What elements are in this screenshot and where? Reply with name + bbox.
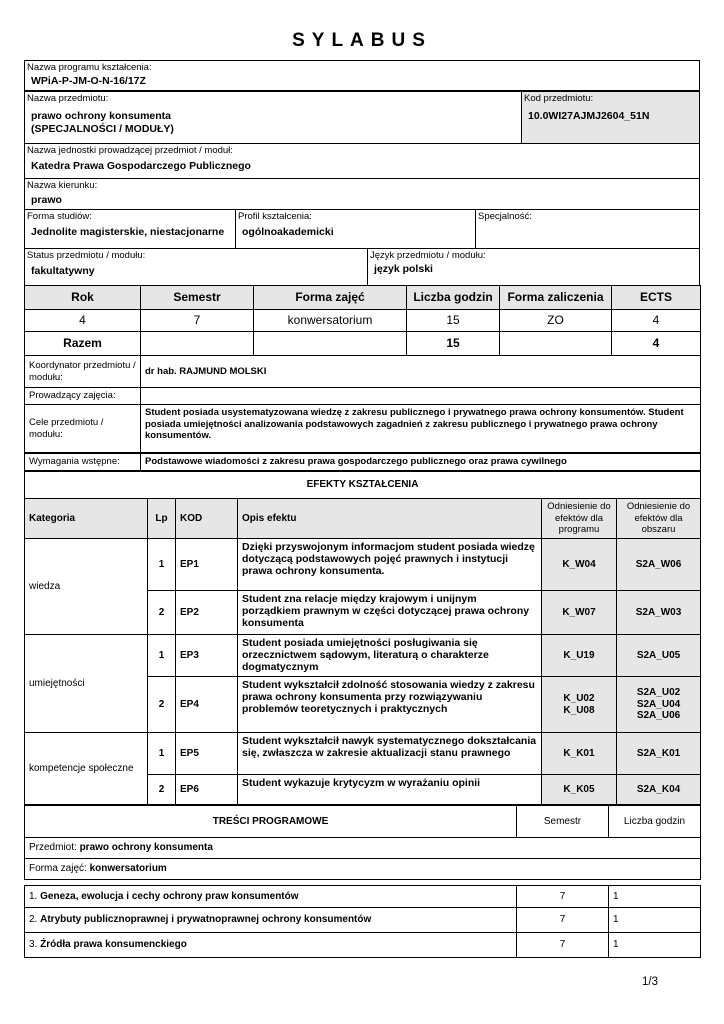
status-label: Status przedmiotu / modułu: xyxy=(27,250,146,261)
area-ref-1: S2A_U02 xyxy=(636,687,681,699)
outcomes-title: EFEKTY KSZTAŁCENIA xyxy=(25,472,701,499)
outcome-area-ref: S2A_K01 xyxy=(617,733,701,775)
header-assessment: Forma zaliczenia xyxy=(500,286,612,310)
program-ref-2: K_U08 xyxy=(563,704,595,716)
cell-form: konwersatorium xyxy=(254,310,407,332)
category-skills: umiejętności xyxy=(25,635,148,733)
outcome-lp: 2 xyxy=(148,775,176,805)
header-semester: Semestr xyxy=(141,286,254,310)
profile-label: Profil kształcenia: xyxy=(238,211,312,222)
content-hours-header: Liczba godzin xyxy=(609,806,701,838)
outcome-kod: EP3 xyxy=(176,635,238,677)
outcome-lp: 1 xyxy=(148,539,176,591)
outcome-program-ref: K_W07 xyxy=(542,591,617,635)
outcomes-title-row xyxy=(25,472,701,499)
outcome-desc: Student posiada umiejętności posługiwania się orzecznictwem sądowym, literaturą o charakterze dogmatycznym xyxy=(238,635,542,677)
content-item-hours: 1 xyxy=(609,933,701,958)
outcome-program-ref xyxy=(542,677,617,733)
content-item-text: Atrybuty publicznoprawnej i prywatnoprawnej ochrony konsumentów xyxy=(40,914,372,926)
code-label: Kod przedmiotu: xyxy=(524,93,594,104)
content-table xyxy=(24,805,701,958)
outcome-desc: Student zna relacje między krajowym i unijnym porządkiem prawnym w części dotyczącej prawa ochrony konsumenta xyxy=(238,591,542,635)
requirements-table xyxy=(24,453,701,471)
outcome-row xyxy=(25,635,701,677)
outcome-program-ref: K_U19 xyxy=(542,635,617,677)
language-field xyxy=(367,248,700,286)
page-number: 1/3 xyxy=(642,976,658,988)
cell-assessment: ZO xyxy=(500,310,612,332)
subject-label: Nazwa przedmiotu: xyxy=(27,93,109,104)
goals-value: Student posiada usystematyzowana wiedzę z zakresu publicznego i prywatnego prawa ochrony konsumentów. Student posiada umiejętności analizowania podstawowych zagadnień z zakresu publicznego i prywatnego prawa ochrony konsumentów. xyxy=(141,405,701,453)
subject-value-line1: prawo ochrony konsumenta xyxy=(31,110,172,122)
profile-value: ogólnoakademicki xyxy=(242,226,334,238)
content-item-semester: 7 xyxy=(517,886,609,908)
outcome-desc: Dzięki przyswojonym informacjom student posiada wiedzę dotyczącą podstawowych pojęć prawnych i instytucji prawa ochrony konsumenta. xyxy=(238,539,542,591)
outcome-lp: 1 xyxy=(148,635,176,677)
content-form-value: konwersatorium xyxy=(89,863,167,875)
header-kod: KOD xyxy=(176,499,238,539)
direction-value: prawo xyxy=(31,194,62,206)
outcome-program-ref: K_W04 xyxy=(542,539,617,591)
coordinator-label: Koordynator przedmiotu / modułu: xyxy=(25,356,141,388)
profile-field xyxy=(235,209,476,249)
outcomes-table xyxy=(24,471,701,805)
content-item xyxy=(25,886,517,908)
outcome-kod: EP5 xyxy=(176,733,238,775)
cell-semester: 7 xyxy=(141,310,254,332)
status-field xyxy=(24,248,368,286)
total-hours: 15 xyxy=(407,332,500,356)
goals-row xyxy=(25,405,701,453)
coordinator-row xyxy=(25,356,701,388)
outcome-area-ref: S2A_U05 xyxy=(617,635,701,677)
content-item-semester: 7 xyxy=(517,908,609,933)
content-subject-row xyxy=(25,838,701,859)
direction-label: Nazwa kierunku: xyxy=(27,180,98,191)
study-form-field xyxy=(24,209,236,249)
specialty-field xyxy=(475,209,700,249)
content-subject xyxy=(25,838,701,859)
teachers-label: Prowadzący zajęcia: xyxy=(25,388,141,405)
content-subject-label: Przedmiot: xyxy=(29,842,77,854)
content-item xyxy=(25,908,517,933)
coordinator-value: dr hab. RAJMUND MOLSKI xyxy=(141,356,701,388)
outcome-row xyxy=(25,733,701,775)
requirements-label: Wymagania wstępne: xyxy=(25,454,141,471)
header-ects: ECTS xyxy=(612,286,701,310)
header-form: Forma zajęć xyxy=(254,286,407,310)
content-item-hours: 1 xyxy=(609,908,701,933)
course-grid-row xyxy=(25,310,701,332)
course-grid xyxy=(24,285,701,356)
cell-ects: 4 xyxy=(612,310,701,332)
header-hours: Liczba godzin xyxy=(407,286,500,310)
outcome-row xyxy=(25,539,701,591)
content-subject-value: prawo ochrony konsumenta xyxy=(79,842,213,854)
area-ref-2: S2A_U04 xyxy=(636,698,681,710)
cell-year: 4 xyxy=(25,310,141,332)
content-item-num: 1. xyxy=(29,890,38,902)
cell-hours: 15 xyxy=(407,310,500,332)
content-title: TREŚCI PROGRAMOWE xyxy=(25,806,517,838)
content-header-row xyxy=(25,806,701,838)
outcome-kod: EP2 xyxy=(176,591,238,635)
goals-label: Cele przedmiotu / modułu: xyxy=(25,405,141,453)
content-form xyxy=(25,859,701,880)
total-empty-3 xyxy=(500,332,612,356)
document-title: SYLABUS xyxy=(292,30,432,51)
code-value: 10.0WI27AJMJ2604_51N xyxy=(528,110,650,122)
header-ref-program: Odniesienie do efektów dla programu xyxy=(542,499,617,539)
outcome-lp: 1 xyxy=(148,733,176,775)
program-label: Nazwa programu kształcenia: xyxy=(27,62,152,73)
study-form-value: Jednolite magisterskie, niestacjonarne xyxy=(31,226,225,238)
outcome-desc: Student wykształcił nawyk systematycznego dokształcania się, zwłaszcza w zakresie aktualizacji stanu prawnego xyxy=(238,733,542,775)
outcome-area-ref: S2A_W03 xyxy=(617,591,701,635)
subject-value-line2: (SPECJALNOŚCI / MODUŁY) xyxy=(31,123,174,135)
outcomes-header-row xyxy=(25,499,701,539)
direction-field xyxy=(24,178,700,210)
language-label: Język przedmiotu / modułu: xyxy=(370,250,486,261)
status-value: fakultatywny xyxy=(31,265,95,277)
course-grid-header xyxy=(25,286,701,310)
total-label: Razem xyxy=(25,332,141,356)
requirements-value: Podstawowe wiadomości z zakresu prawa gospodarczego publicznego oraz prawa cywilnego xyxy=(141,454,701,471)
outcome-desc: Student wykształcił zdolność stosowania wiedzy z zakresu prawa ochrony konsumenta przy rozwiązywaniu problemów teoretycznych i praktycznych xyxy=(238,677,542,733)
outcome-area-ref: S2A_W06 xyxy=(617,539,701,591)
requirements-row xyxy=(25,454,701,471)
outcome-kod: EP6 xyxy=(176,775,238,805)
outcome-area-ref xyxy=(617,677,701,733)
content-item-row xyxy=(25,886,701,908)
content-item-num: 3. xyxy=(29,939,38,951)
unit-label: Nazwa jednostki prowadzącej przedmiot / moduł: xyxy=(27,145,233,156)
code-field xyxy=(521,91,700,144)
course-grid-total xyxy=(25,332,701,356)
content-item-hours: 1 xyxy=(609,886,701,908)
unit-value: Katedra Prawa Gospodarczego Publicznego xyxy=(31,160,251,172)
outcome-lp: 2 xyxy=(148,677,176,733)
content-semester-header: Semestr xyxy=(517,806,609,838)
program-field xyxy=(24,60,700,91)
category-knowledge: wiedza xyxy=(25,539,148,635)
teachers-row xyxy=(25,388,701,405)
category-competences: kompetencje społeczne xyxy=(25,733,148,805)
header-category: Kategoria xyxy=(25,499,148,539)
content-item-num: 2. xyxy=(29,914,38,926)
teachers-value xyxy=(141,388,701,405)
header-ref-area: Odniesienie do efektów dla obszaru xyxy=(617,499,701,539)
content-item-text: Geneza, ewolucja i cechy ochrony praw konsumentów xyxy=(40,890,299,902)
header-year: Rok xyxy=(25,286,141,310)
specialty-label: Specjalność: xyxy=(478,211,532,222)
info-table xyxy=(24,355,701,453)
outcome-kod: EP4 xyxy=(176,677,238,733)
content-form-label: Forma zajęć: xyxy=(29,863,87,875)
subject-field xyxy=(24,91,522,144)
content-form-row xyxy=(25,859,701,880)
outcome-desc: Student wykazuje krytycyzm w wyrażaniu opinii xyxy=(238,775,542,805)
total-empty-1 xyxy=(141,332,254,356)
outcome-area-ref: S2A_K04 xyxy=(617,775,701,805)
unit-field xyxy=(24,143,700,179)
content-item-semester: 7 xyxy=(517,933,609,958)
language-value: język polski xyxy=(374,263,433,275)
outcome-lp: 2 xyxy=(148,591,176,635)
program-value: WPiA-P-JM-O-N-16/17Z xyxy=(31,75,146,87)
content-item-text: Źródła prawa konsumenckiego xyxy=(40,939,187,951)
total-ects: 4 xyxy=(612,332,701,356)
area-ref-3: S2A_U06 xyxy=(636,710,681,722)
study-form-label: Forma studiów: xyxy=(27,211,92,222)
header-desc: Opis efektu xyxy=(238,499,542,539)
total-empty-2 xyxy=(254,332,407,356)
outcome-kod: EP1 xyxy=(176,539,238,591)
outcome-program-ref: K_K05 xyxy=(542,775,617,805)
content-item-row xyxy=(25,908,701,933)
header-lp: Lp xyxy=(148,499,176,539)
outcome-program-ref: K_K01 xyxy=(542,733,617,775)
content-item-row xyxy=(25,933,701,958)
program-ref-1: K_U02 xyxy=(563,693,595,704)
content-item xyxy=(25,933,517,958)
